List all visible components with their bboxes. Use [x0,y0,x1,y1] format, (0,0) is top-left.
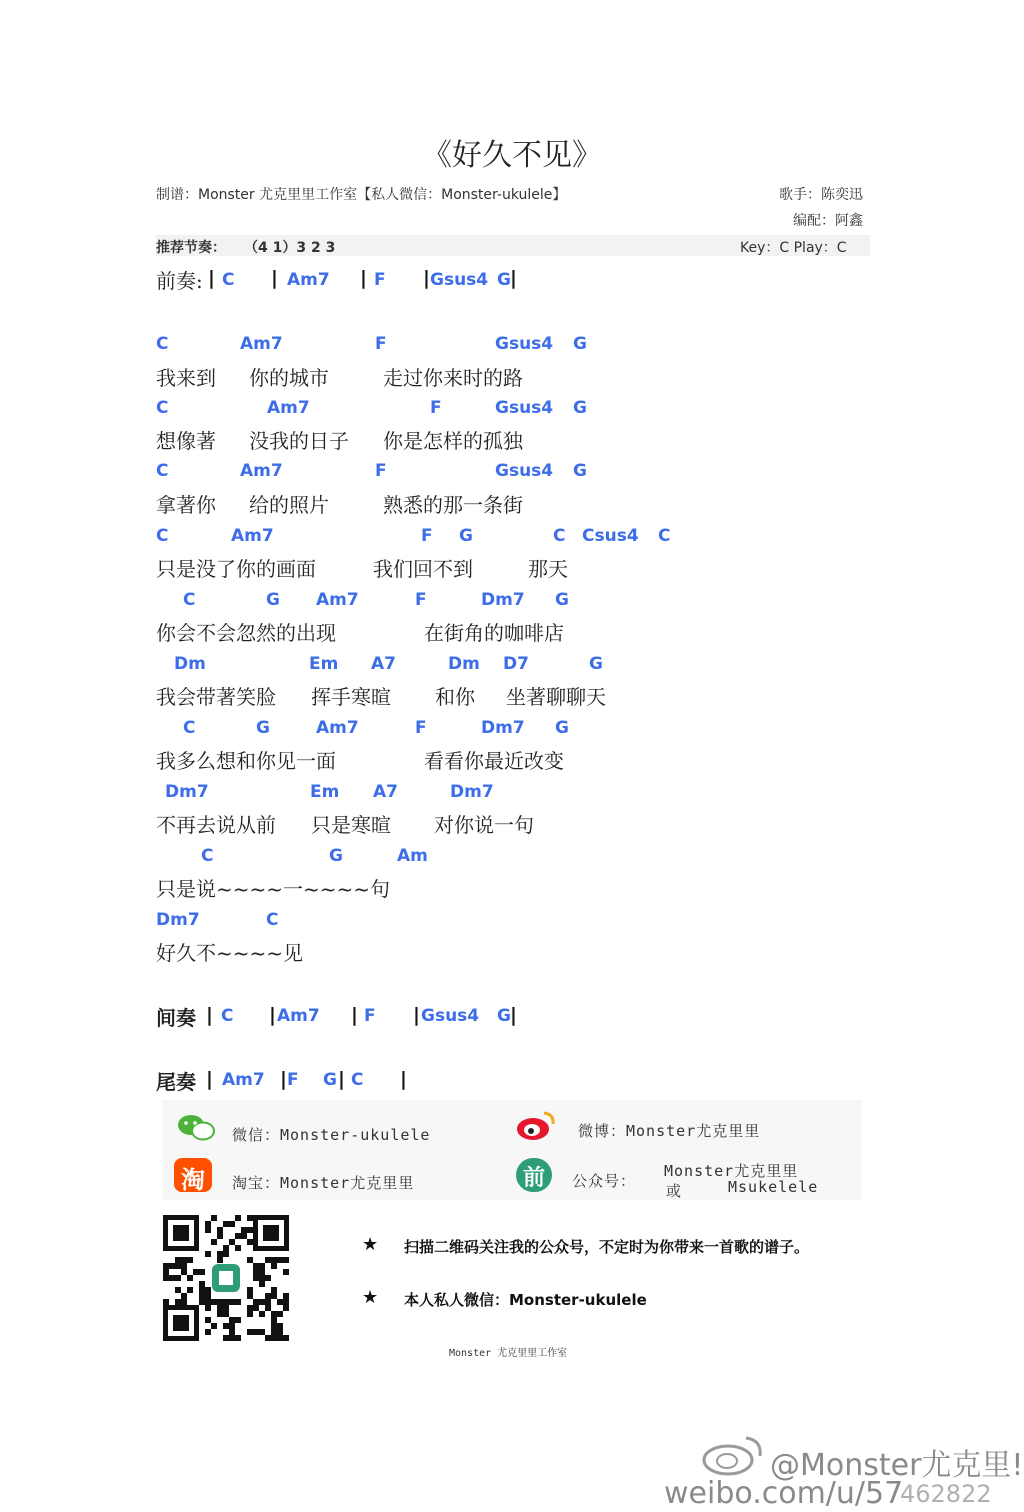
watermark-url: weibo.com/u/57 [664,1476,904,1511]
qr-module [235,1335,241,1341]
outro-chord: F [287,1070,299,1090]
chord: Dm7 [481,590,525,610]
qr-module [199,1269,205,1275]
qr-module [229,1239,235,1245]
lyric: 在街角的咖啡店 [424,621,564,645]
chord: Dm7 [156,910,200,930]
taobao-icon [174,1158,212,1192]
bar-separator: | [269,1004,276,1026]
song-title: 《好久不见》 [422,138,602,173]
chord: F [421,526,433,546]
qr-module [259,1269,265,1275]
chord: C [156,398,169,418]
qr-module [277,1257,283,1263]
qr-module [271,1323,277,1329]
chord: Dm7 [481,718,525,738]
wechat-icon [176,1112,216,1142]
lyric: 不再去说从前 [156,813,276,837]
chord: Gsus4 [495,398,554,418]
qr-module [247,1311,253,1317]
qr-module [235,1317,241,1323]
chord: Dm [448,654,480,674]
bar-separator: | [423,267,430,289]
lyric: 只是寒暄 [311,813,391,837]
lyric: 拿著你 [156,493,216,517]
qr-module [253,1305,259,1311]
rhythm-label: 推荐节奏： [156,240,226,256]
lyric: 我们回不到 [373,557,473,581]
chord: C [183,590,196,610]
key-play: Key：C Play：C [740,240,847,256]
chord: F [375,461,387,481]
qr-module [229,1317,235,1323]
qr-module [199,1299,205,1305]
qr-module [175,1257,181,1263]
outro-chord: C [351,1070,364,1090]
lyric: 只是说~~~~一~~~~句 [156,877,391,901]
weibo-watermark-icon [700,1432,768,1476]
qr-module [235,1299,241,1305]
qr-module [259,1275,265,1281]
qr-module [265,1305,271,1311]
chord: Am7 [240,461,283,481]
chord: C [156,334,169,354]
qr-module [271,1335,277,1341]
bar-separator: | [413,1004,420,1026]
qr-module [271,1263,277,1269]
qr-module [217,1227,223,1233]
lyric: 我多么想和你见一面 [156,749,336,773]
outro-chord: G [323,1070,337,1090]
qr-module [265,1299,271,1305]
official-account-or: 或 [666,1182,683,1200]
bar-separator: | [208,267,215,289]
qr-module [277,1335,283,1341]
chord: Em [309,654,339,674]
qr-module [235,1245,241,1251]
qr-module [247,1287,253,1293]
official-account-label: 公众号： [572,1172,637,1190]
lyric: 只是没了你的画面 [156,557,316,581]
watermark-handle: @Monster尤克里! [770,1448,1024,1483]
outro-chord: Am7 [222,1070,265,1090]
private-wechat-note: 本人私人微信：Monster-ukulele [404,1291,647,1309]
qr-module [271,1293,277,1299]
chord: G [329,846,343,866]
qr-module [247,1329,253,1335]
bar-separator: | [351,1004,358,1026]
qr-module [187,1275,193,1281]
chord: C [658,526,671,546]
qr-module [175,1263,181,1269]
intro-label: 前奏: [156,269,203,293]
chord: Am7 [316,718,359,738]
qr-module [205,1287,211,1293]
chord: G [573,334,587,354]
lyric: 看看你最近改变 [424,749,564,773]
qr-module [223,1221,229,1227]
interlude-chord: G [497,1006,511,1026]
qr-module [169,1263,175,1269]
lyric: 我来到 [156,366,216,390]
qr-module [271,1317,277,1323]
qr-module [247,1257,253,1263]
qr-module [175,1275,181,1281]
intro-chord: C [222,270,235,290]
chord: Dm7 [450,782,494,802]
bar-separator: | [360,267,367,289]
qr-module [217,1305,223,1311]
bar-separator: | [271,267,278,289]
chord: C [266,910,279,930]
qr-module [205,1305,211,1311]
lyric: 你是怎样的孤独 [383,429,523,453]
chord: C [183,718,196,738]
qr-module [283,1269,289,1275]
qr-module [223,1335,229,1341]
qr-module [253,1263,259,1269]
qr-module [223,1311,229,1317]
chord: A7 [371,654,396,674]
qr-module [205,1299,211,1305]
qr-module [247,1293,253,1299]
chord: Am7 [231,526,274,546]
qr-module [199,1287,205,1293]
lyric: 我会带著笑脸 [156,685,276,709]
qr-module [229,1299,235,1305]
chord: Gsus4 [495,334,554,354]
qr-module [217,1251,223,1257]
chord: C [553,526,566,546]
qr-module [229,1221,235,1227]
qr-module [259,1263,265,1269]
chord: Csus4 [582,526,639,546]
qr-module [271,1287,277,1293]
qr-module [223,1251,229,1257]
qr-module [283,1305,289,1311]
qr-module [205,1329,211,1335]
qr-module [277,1329,283,1335]
chord: Am [397,846,428,866]
qr-module [211,1215,217,1221]
lyric: 坐著聊聊天 [506,685,606,709]
qr-module [229,1323,235,1329]
qr-module [253,1269,259,1275]
lyric: 对你说一句 [434,813,534,837]
qr-module [163,1275,169,1281]
qr-module [259,1329,265,1335]
qr-module [247,1227,253,1233]
interlude-chord: Gsus4 [421,1006,480,1026]
chord: G [256,718,270,738]
qr-module [163,1299,169,1305]
lyric: 没我的日子 [249,429,349,453]
qr-module [259,1311,265,1317]
official-account-icon [516,1158,552,1192]
intro-chord: G [497,270,511,290]
qr-module [277,1323,283,1329]
chord: Dm7 [165,782,209,802]
qr-module [199,1281,205,1287]
lyric: 想像著 [156,429,216,453]
qr-module [193,1269,199,1275]
qr-module [205,1251,211,1257]
star-bullet: ★ [362,1287,379,1308]
qr-code[interactable] [163,1215,289,1341]
qr-module [217,1311,223,1317]
qr-module [265,1335,271,1341]
qr-module [283,1299,289,1305]
scan-note: 扫描二维码关注我的公众号，不定时为你带来一首歌的谱子。 [404,1238,810,1256]
chord: F [430,398,442,418]
qr-module [271,1329,277,1335]
qr-module [181,1299,187,1305]
qr-module [211,1239,217,1245]
qr-module [211,1299,217,1305]
qr-module [205,1293,211,1299]
lyric: 熟悉的那一条街 [383,493,523,517]
weibo-handle: 微博：Monster尤克里里 [578,1122,761,1140]
lyric: 挥手寒暄 [311,685,391,709]
intro-chord: F [374,270,386,290]
qr-module [271,1311,277,1317]
chord: G [573,398,587,418]
lyric: 那天 [528,557,568,581]
arranger: 编配：阿鑫 [793,213,863,229]
chord: A7 [373,782,398,802]
interlude-chord: C [221,1006,234,1026]
lyric: 和你 [435,685,475,709]
chord: G [573,461,587,481]
qr-module [187,1257,193,1263]
qr-module [247,1239,253,1245]
chord: G [555,590,569,610]
chord: G [589,654,603,674]
interlude-chord: Am7 [277,1006,320,1026]
chord: Am7 [240,334,283,354]
chord: F [415,718,427,738]
chord: C [156,461,169,481]
chord: Gsus4 [495,461,554,481]
qr-module [271,1257,277,1263]
singer: 歌手：陈奕迅 [779,187,863,203]
watermark-url-tail: 462822 [900,1480,992,1508]
lyric: 你的城市 [249,366,329,390]
bar-separator: | [280,1068,287,1090]
chord: G [266,590,280,610]
arranger-credit: 制谱：Monster 尤克里里工作室【私人微信：Monster-ukulele】 [156,187,567,203]
qr-module [265,1293,271,1299]
weibo-icon [514,1108,558,1142]
official-account-name: Monster尤克里里 [664,1162,799,1180]
qr-module [235,1215,241,1221]
qr-module [253,1329,259,1335]
wechat-handle: 微信：Monster-ukulele [232,1126,431,1144]
outro-label: 尾奏 [156,1070,196,1094]
qr-module [229,1335,235,1341]
chord: G [555,718,569,738]
qr-module [247,1305,253,1311]
chord: D7 [503,654,529,674]
qr-module [277,1299,283,1305]
qr-module [181,1293,187,1299]
qr-module [283,1257,289,1263]
qr-module [211,1323,217,1329]
studio-footer: Monster 尤克里里工作室 [449,1348,568,1359]
lyric: 给的照片 [249,493,329,517]
taobao-icon-glyph: 淘 [181,1166,205,1194]
qr-module [175,1287,181,1293]
qr-module [253,1299,259,1305]
qr-module [223,1323,229,1329]
bar-separator: | [206,1068,213,1090]
interlude-label: 间奏 [156,1006,196,1030]
qr-module [217,1257,223,1263]
qr-module [223,1245,229,1251]
qr-module [217,1233,223,1239]
official-account-icon-glyph: 前 [522,1166,545,1191]
lyric: 好久不~~~~见 [156,941,304,965]
qr-module [241,1227,247,1233]
chord: F [415,590,427,610]
qr-module [181,1263,187,1269]
intro-chord: Gsus4 [430,270,489,290]
qr-module [217,1299,223,1305]
qr-module [235,1233,241,1239]
qr-module [283,1335,289,1341]
official-account-alt: Msukelele [728,1178,819,1196]
qr-module [187,1287,193,1293]
interlude-chord: F [364,1006,376,1026]
qr-module [205,1317,211,1323]
chord: G [459,526,473,546]
bar-separator: | [206,1004,213,1026]
qr-module [265,1275,271,1281]
qr-module [283,1293,289,1299]
taobao-handle: 淘宝：Monster尤克里里 [232,1174,415,1192]
chord: Am7 [267,398,310,418]
rhythm-value: （4 1）3 2 3 [244,240,336,256]
bar-separator: | [510,267,517,289]
chord: Dm [174,654,206,674]
qr-module [169,1275,175,1281]
qr-module [247,1215,253,1221]
qr-module [163,1263,169,1269]
qr-module [229,1329,235,1335]
qr-module [223,1299,229,1305]
chord: Em [310,782,340,802]
chord: F [375,334,387,354]
qr-module [253,1275,259,1281]
lyric: 你会不会忽然的出现 [156,621,336,645]
qr-module [241,1233,247,1239]
chord: C [156,526,169,546]
qr-module [175,1299,181,1305]
bar-separator: | [338,1068,345,1090]
qr-module [181,1257,187,1263]
qr-module [277,1311,283,1317]
bar-separator: | [400,1068,407,1090]
qr-module [205,1227,211,1233]
qr-module [265,1257,271,1263]
star-bullet: ★ [362,1234,379,1255]
qr-module [163,1269,169,1275]
qr-module [199,1293,205,1299]
qr-module [181,1269,187,1275]
qr-module [259,1281,265,1287]
chord: C [201,846,214,866]
lyric: 走过你来时的路 [383,366,523,390]
bar-separator: | [510,1004,517,1026]
qr-module [259,1299,265,1305]
chord: Am7 [316,590,359,610]
qr-module [205,1221,211,1227]
intro-chord: Am7 [287,270,330,290]
qr-module [223,1305,229,1311]
